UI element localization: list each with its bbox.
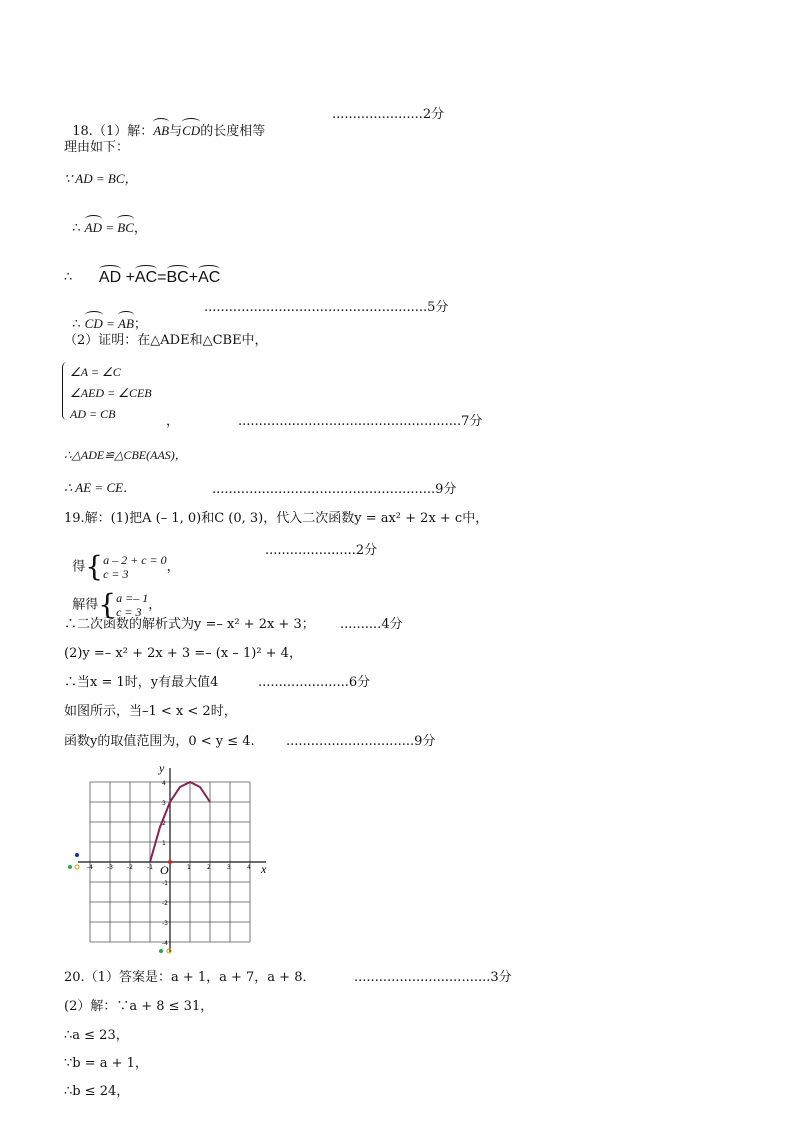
cond-comma: ， — [166, 414, 180, 429]
q18-arc-sum: AD +AC=BC+AC — [98, 269, 221, 286]
system-brace — [62, 362, 67, 420]
score-9b: ...............................9分 — [286, 734, 436, 749]
therefore-symbol: ∴ — [64, 270, 73, 285]
q20-line-5: ∴b ≤ 24， — [64, 1084, 130, 1099]
green-dot-bottom — [159, 949, 163, 953]
x-tick-label: -4 — [87, 864, 93, 871]
y-axis-label: y — [159, 765, 165, 775]
q18-line-1: 18.（1）解：AB与CD的长度相等 — [72, 123, 266, 139]
x-tick-label: 3 — [227, 864, 231, 871]
score-2b: ......................2分 — [265, 543, 378, 558]
y-tick-label: 4 — [162, 780, 166, 787]
yellow-dot — [75, 865, 79, 869]
q20-line-3: ∴a ≤ 23， — [64, 1028, 129, 1043]
x-tick-label: 2 — [207, 864, 211, 871]
q20-line-2: (2）解：∵a + 8 ≤ 31， — [64, 999, 214, 1014]
q19-line-7: 如图所示，当–1 < x < 2时， — [64, 704, 237, 719]
y-tick-label: 1 — [162, 840, 166, 847]
q19-line-4: ∴二次函数的解析式为y =– x² + 2x + 3； — [64, 617, 315, 632]
arc-cd: CD — [182, 123, 201, 138]
y-tick-label: 2 — [162, 820, 166, 827]
brace-1: { — [85, 550, 104, 583]
x-axis-label: x — [261, 862, 267, 876]
q20-line-1: 20.（1）答案是：a + 1，a + 7，a + 8． — [64, 970, 316, 985]
origin-dot — [168, 860, 172, 864]
origin-label: O — [160, 863, 169, 877]
q19-line-5: (2)y =– x² + 2x + 3 =– (x – 1)² + 4， — [64, 646, 302, 661]
q19-line-6: ∴当x = 1时，y有最大值4 — [64, 675, 219, 690]
x-tick-label: 1 — [187, 864, 191, 871]
score-6: ......................6分 — [258, 675, 371, 690]
y-tick-label: 3 — [162, 800, 166, 807]
score-7: ......................................................7分 — [238, 414, 483, 429]
q19-line-3: 解得{a =– 1 c = 3 ， — [72, 588, 162, 621]
y-tick-label: -2 — [162, 900, 168, 907]
score-9: ......................................................9分 — [212, 482, 457, 497]
brace-2: { — [98, 588, 117, 621]
q19-line-1: 19.解：(1)把A (– 1, 0)和C (0, 3)，代入二次函数y = ax² + 2x + c中， — [64, 511, 489, 526]
score-5: ......................................................5分 — [204, 300, 449, 315]
y-tick-label: -1 — [162, 880, 168, 887]
q18-congruence: ∴△ADE≌△CBE(AAS)， — [64, 448, 187, 462]
cond-ad-cb: AD = CB — [70, 407, 116, 421]
q18-conclusion: ∴ AE = CE． — [64, 480, 137, 495]
q18-line-2: 理由如下： — [64, 140, 130, 155]
x-tick-label: -1 — [147, 864, 153, 871]
q20-line-4: ∵b = a + 1， — [64, 1056, 148, 1071]
x-tick-label: -2 — [127, 864, 133, 871]
x-tick-label: -3 — [107, 864, 113, 871]
q18-line-7: （2）证明：在△ADE和△CBE中， — [64, 333, 268, 348]
cond-angle-aed: ∠AED = ∠CEB — [70, 386, 152, 400]
score-3: .................................3分 — [354, 970, 512, 985]
y-tick-label: -3 — [162, 920, 168, 927]
score-2: ......................2分 — [332, 107, 445, 122]
parabola-graph — [60, 765, 280, 960]
axes — [78, 768, 266, 952]
q19-line-2: 得{a – 2 + c = 0 c = 3 ， — [72, 550, 180, 583]
q18-line-6: ∴ CD = AB； — [72, 316, 147, 332]
cond-angle-a: ∠A = ∠C — [70, 365, 121, 379]
score-4: ..........4分 — [340, 617, 403, 632]
arc-ab: AB — [153, 123, 170, 138]
y-tick-label: -4 — [162, 940, 168, 947]
blue-dot — [75, 853, 79, 857]
q18-line-3: ∵ AD = BC， — [64, 171, 138, 186]
q19-line-8: 函数y的取值范围为，0 < y ≤ 4. — [64, 734, 255, 749]
green-dot — [68, 865, 72, 869]
q18-line-4: ∴ AD = BC， — [72, 220, 147, 236]
x-tick-label: 4 — [247, 864, 251, 871]
